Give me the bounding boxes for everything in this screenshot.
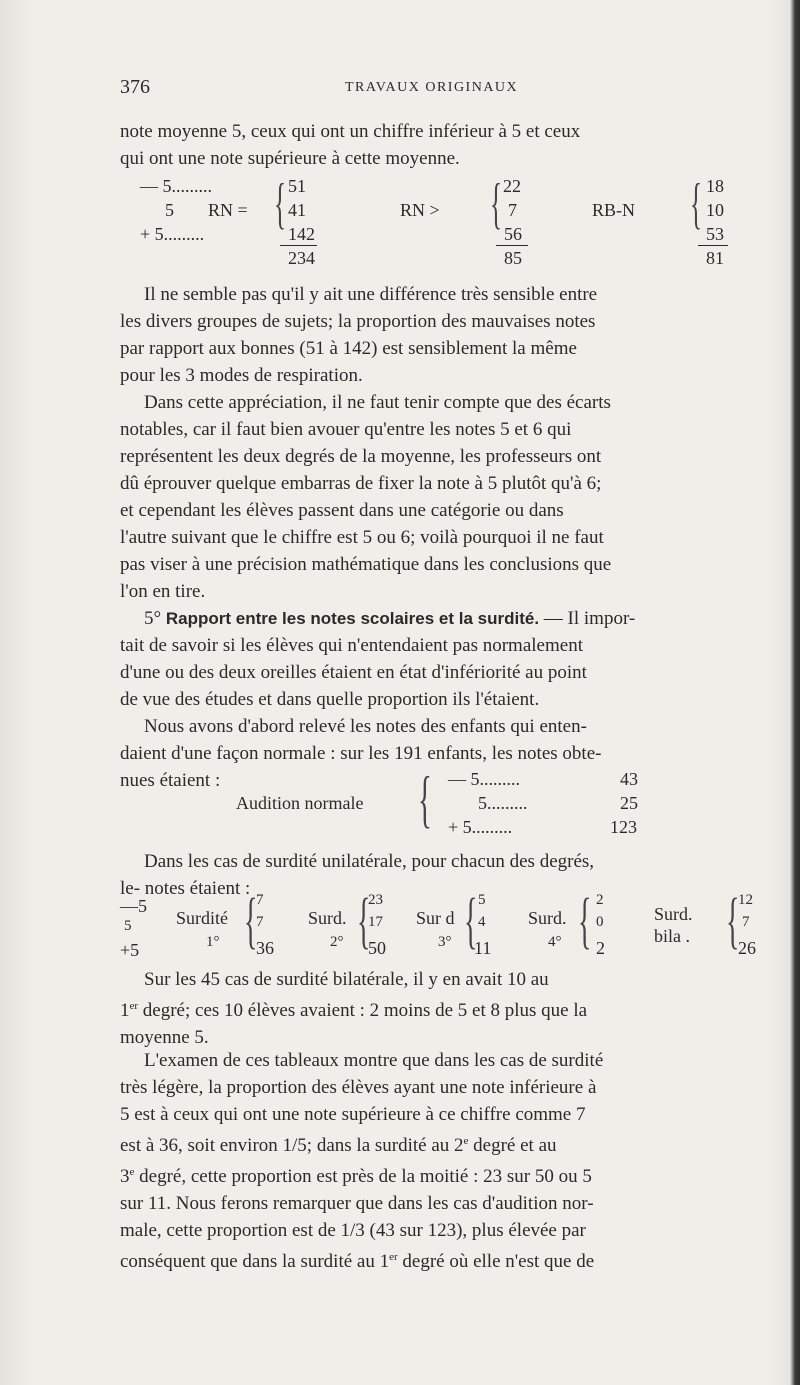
text-line: Il ne semble pas qu'il y ait une différence très sensible entre: [144, 284, 598, 305]
value: 7: [256, 892, 264, 908]
rn-value: 142: [280, 224, 317, 246]
rbn-total: 81: [706, 248, 724, 268]
text-line: Dans cette appréciation, il ne faut tenir compte que des écarts: [144, 392, 611, 413]
text-line: notables, car il faut bien avouer qu'entre les notes 5 et 6 qui: [120, 419, 572, 440]
value: 0: [596, 914, 604, 930]
text-line: 5 est à ceux qui ont une note supérieure à ce chiffre comme 7: [120, 1104, 586, 1125]
text-line: L'examen de ces tableaux montre que dans les cas de surdité: [144, 1050, 604, 1071]
text-line: de vue des études et dans quelle proportion ils l'étaient.: [120, 689, 540, 710]
paragraph-8: [120, 1047, 760, 1275]
rn-gt-label: RN >: [400, 200, 440, 220]
text-line: représentent les deux degrés de la moyenne, les professeurs ont: [120, 446, 602, 467]
value: 2: [596, 938, 605, 958]
value: 25: [620, 793, 638, 813]
group-name: Sur d: [416, 908, 455, 928]
paragraph-section-5: [120, 605, 760, 713]
text-line: très légère, la proportion des élèves ayant une note inférieure à: [120, 1077, 597, 1098]
rn-eq-label: RN =: [208, 200, 248, 220]
value: 11: [474, 938, 492, 958]
row-label: — 5.........: [448, 769, 520, 789]
text-line: note moyenne 5, ceux qui ont un chiffre inférieur à 5 et ceux: [120, 121, 581, 142]
group-degree: 2°: [330, 934, 344, 950]
value: 26: [738, 938, 756, 958]
text-line: male, cette proportion est de 1/3 (43 sur 123), plus élevée par: [120, 1220, 586, 1241]
text-line: sur 11. Nous ferons remarquer que dans les cas d'audition nor-: [120, 1193, 594, 1214]
text-line: et cependant les élèves passent dans une catégorie ou dans: [120, 500, 564, 521]
paragraph-6: [120, 848, 760, 902]
section-heading-line: 5° Rapport entre les notes scolaires et la surdité. — Il impor-: [144, 608, 636, 629]
paragraph-2: [120, 281, 760, 389]
row-label: 5.........: [478, 793, 528, 813]
text-line: est à 36, soit environ 1/5; dans la surdité au 2e degré et au: [120, 1135, 557, 1156]
text-line: Nous avons d'abord relevé les notes des enfants qui enten-: [144, 716, 587, 737]
paragraph-7: [120, 966, 760, 1051]
text-line: l'autre suivant que le chiffre est 5 ou 6; voilà pourquoi il ne faut: [120, 527, 604, 548]
text-line: 3e degré, cette proportion est près de la moitié : 23 sur 50 ou 5: [120, 1166, 592, 1187]
value: 2: [596, 892, 604, 908]
text-line: moyenne 5.: [120, 1027, 209, 1048]
text-line: tait de savoir si les élèves qui n'entendaient pas normalement: [120, 635, 583, 656]
rn-value: 41: [288, 200, 306, 220]
row-label: +5: [120, 940, 140, 960]
value: 5: [478, 892, 486, 908]
running-title: TRAVAUX ORIGINAUX: [345, 80, 519, 95]
text-line: les divers groupes de sujets; la proportion des mauvaises notes: [120, 311, 596, 332]
row-label: + 5.........: [448, 817, 513, 837]
row-label: + 5.........: [140, 224, 205, 244]
paragraph-5: [120, 713, 760, 794]
rngt-value: 7: [508, 200, 517, 220]
group-name: Surd.: [308, 908, 347, 928]
group-name: Surd.: [528, 908, 567, 928]
value: 23: [368, 892, 383, 908]
value: 7: [256, 914, 264, 930]
value: 17: [368, 914, 383, 930]
rngt-total: 85: [504, 248, 522, 268]
rn-value: 51: [288, 176, 306, 196]
value: 36: [256, 938, 274, 958]
text-line: pas viser à une précision mathématique dans les conclusions que: [120, 554, 612, 575]
rngt-value: 56: [496, 224, 528, 246]
group-degree: bila .: [654, 926, 690, 946]
group-degree: 3°: [438, 934, 452, 950]
row-label: 5: [124, 918, 132, 934]
value: 123: [610, 817, 637, 837]
text-line: par rapport aux bonnes (51 à 142) est sensiblement la même: [120, 338, 577, 359]
rbn-label: RB-N: [592, 200, 636, 220]
text-line: Sur les 45 cas de surdité bilatérale, il y en avait 10 au: [144, 969, 549, 990]
text-line: le- notes étaient :: [120, 878, 251, 899]
row-label: — 5.........: [140, 176, 212, 196]
row-label: 5: [165, 200, 174, 220]
value: 4: [478, 914, 486, 930]
group-degree: 1°: [206, 934, 220, 950]
row-label: —5: [120, 896, 147, 916]
text-line: conséquent que dans la surdité au 1er degré où elle n'est que de: [120, 1251, 595, 1272]
paragraph-3: [120, 389, 760, 605]
rngt-value: 22: [503, 176, 521, 196]
value: 12: [738, 892, 753, 908]
text-line: nues étaient :: [120, 770, 221, 791]
text-line: l'on en tire.: [120, 581, 206, 602]
text-line: Dans les cas de surdité unilatérale, pour chacun des degrés,: [144, 851, 595, 872]
text-line: dû éprouver quelque embarras de fixer la note à 5 plutôt qu'à 6;: [120, 473, 602, 494]
page-number: 376: [120, 76, 150, 98]
text-line: d'une ou des deux oreilles étaient en état d'infériorité au point: [120, 662, 587, 683]
text-line: pour les 3 modes de respiration.: [120, 365, 363, 386]
text-line: 1er degré; ces 10 élèves avaient : 2 moins de 5 et 8 plus que la: [120, 1000, 588, 1021]
text-line: qui ont une note supérieure à cette moyenne.: [120, 148, 460, 169]
book-page: 376 TRAVAUX ORIGINAUX note moyenne 5, ceux qui ont un chiffre inférieur à 5 et ceux qui ont une note supérieure à cette moyenne. — 5......... 5 + 5......... RN = { 51 41 142 234 RN > { 22 7 56 85 RB-N { 18 10 53 81 Il ne semble pas qu'il y ait une différence très sensible entre les divers groupes de sujets; la proportion des mauvaises notes par rapport aux bonnes (51 à 142) est sensiblement la même pour les 3 modes de respiration. Dans cette appréciation, il ne faut tenir compte que des écarts notables, car il faut bien avouer qu'entre les notes 5 et 6 qui représentent les deux degrés de la moyenne, les professeurs ont dû éprouver quelque embarras de fixer la note à 5 plutôt qu'à 6; et cependant les élèves passent dans une catégorie ou dans l'autre suivant que le chiffre est 5 ou 6; voilà pourquoi il ne faut pas viser à une précision mathématique dans les conclusions que l'on en tire. 5° Rapport entre les notes scolaires et la surdité. — Il impor- tait de savoir si les élèves qui n'entendaient pas normalement d'une ou des deux oreilles étaient en état d'infériorité au point de vue des études et dans quelle proportion ils l'étaient. Nous avons d'abord relevé les notes des enfants qui enten- daient d'une façon normale : sur les 191 enfants, les notes obte- nues étaient : Audition normale { — 5......... 5......... + 5......... 43 25 123 Dans les cas de surdité unilatérale, pour chacun des degrés, le- notes étaient : —5 5 +5 Surdité 1° { 7 7 36 Surd. 2° { 23 17 50 Sur d 3° { 5 4 11 Surd. 4° { 2 0 2 Surd. bila . { 12 7 26 Sur les 45 cas de surdité bilatérale, il y en avait 10 au 1er degré; ces 10 élèves avaient : 2 moins de 5 et 8 plus que la moyenne 5. L'examen de ces tableaux montre que dans les cas de surdité très légère, la proportion des élèves ayant une note inférieure à 5 est à ceux qui ont une note supérieure à ce chiffre comme 7 est à 36, soit environ 1/5; dans la surdité au 2e degré et au 3e degré, cette proportion est près de la moitié : 23 sur 50 ou 5 sur 11. Nous ferons remarquer que dans les cas d'audition nor- male, cette proportion est de 1/3 (43 sur 123), plus élevée par conséquent que dans la surdité au 1er degré où elle n'est que de: [0, 0, 800, 1385]
group-degree: 4°: [548, 934, 562, 950]
value: 7: [742, 914, 750, 930]
rbn-value: 53: [698, 224, 728, 246]
table-label: Audition normale: [236, 793, 364, 813]
page-header: [120, 76, 760, 100]
text-line: daient d'une façon normale : sur les 191 enfants, les notes obte-: [120, 743, 602, 764]
rn-total: 234: [288, 248, 315, 268]
value: 50: [368, 938, 386, 958]
rbn-value: 18: [706, 176, 724, 196]
group-name: Surdité: [176, 908, 228, 928]
section-heading: Rapport entre les notes scolaires et la surdité.: [165, 609, 540, 628]
paragraph-intro: [120, 118, 760, 172]
rbn-value: 10: [706, 200, 724, 220]
group-name: Surd.: [654, 904, 693, 924]
value: 43: [620, 769, 638, 789]
